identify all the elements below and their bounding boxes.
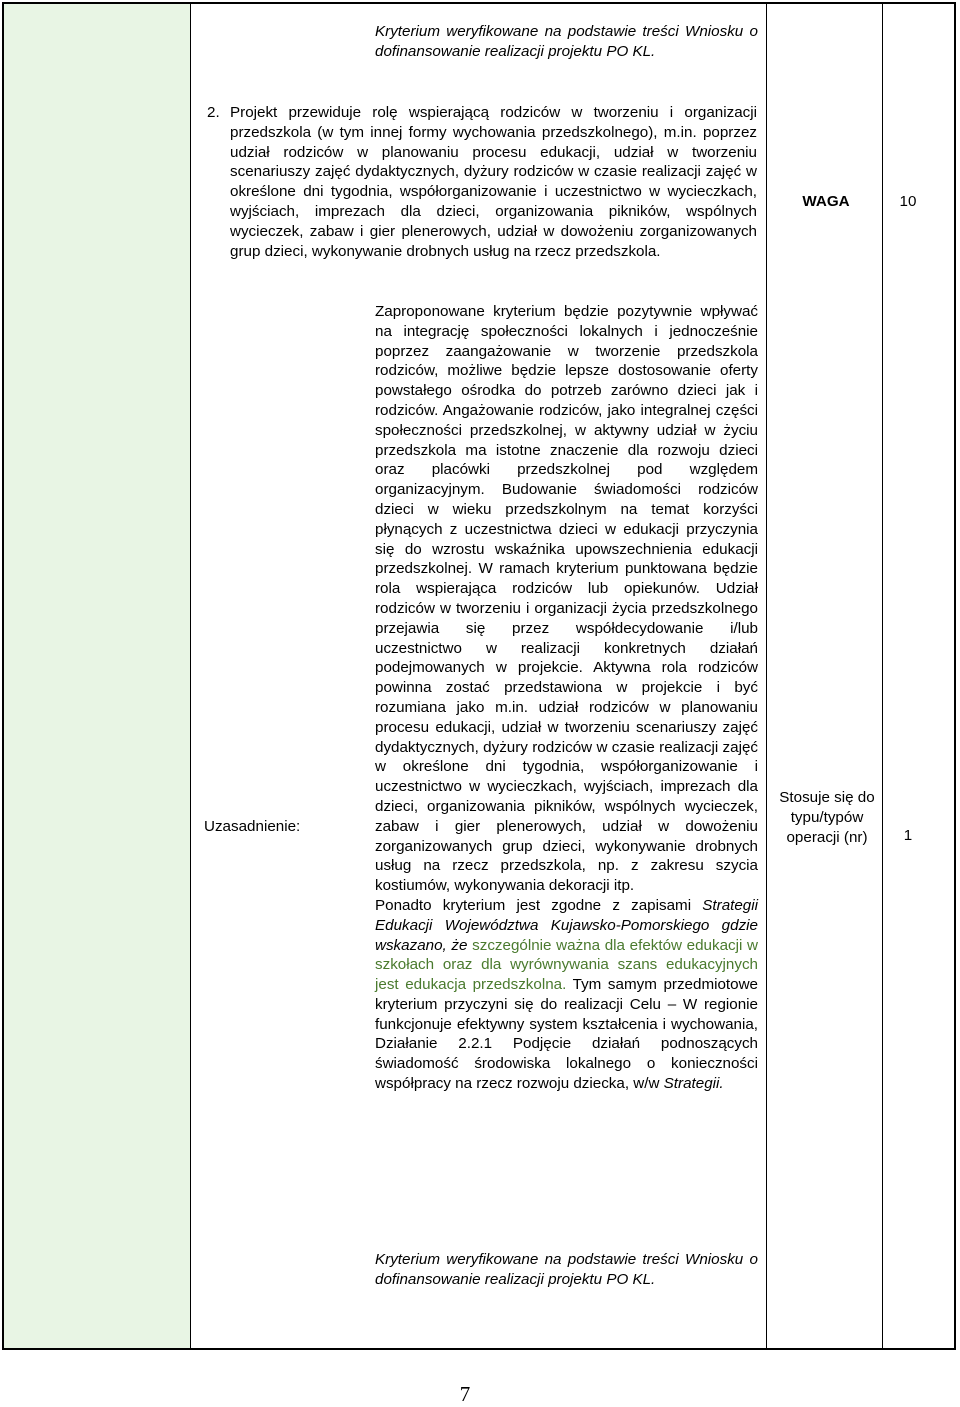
justification-paragraph-1: Zaproponowane kryterium będzie pozytywnie wpływać na integrację społeczności lokalnych i jednocześnie poprzez zaangażowanie w tworzenie przedszkola rodziców, możliwe będzie lepsze dostosowanie oferty powstałego ośrodka do potrzeb zarówno dzieci jak i rodziców. Angażowanie rodziców, jako integralnej części społeczności przedszkolnej, w aktywny udział w życiu przedszkola ma istotne znaczenie dla rozwoju dzieci oraz placówki przedszkolnej pod względem organizacyjnym. Budowanie świadomości rodziców dzieci w wieku przedszkolnym na temat korzyści płynących z uczestnictwa dzieci w edukacji przyczynia się do wzrostu wskaźnika upowszechnienia edukacji przedszkolnej. W ramach kryterium punktowana będzie rola wspierająca rodziców lub opiekunów. Udział rodziców w tworzeniu i organizacji życia przedszkolnego przejawia się przez współdecydowanie i/lub uczestnictwo w realizacji konkretnych działań podejmowanych w projekcie. Aktywna rola rodziców powinna zostać przedstawiona w projekcie i być rozumiana jako m.in. udział rodziców w planowaniu procesu edukacji, udział w tworzeniu scenariuszy zajęć dydaktycznych, dyżury rodziców w czasie realizacji zajęć w określone dni tygodnia, współorganizowanie i uczestnictwo w wycieczkach, wyjściach, imprezach dla dzieci, organizowania pikników, wspólnych wycieczek, zabaw i gier plenerowych, udział w dowożeniu zorganizowanych grup dzieci, wykonywanie drobnych usług na rzecz przedszkola, np. z zakresu szycia kostiumów, wykonywania dekoracji itp. — [375, 303, 758, 895]
justification-p2-start: Ponadto kryterium jest zgodne z zapisami — [375, 896, 703, 914]
column-divider-3 — [766, 2, 767, 1350]
criterion-number: 2. — [207, 104, 220, 121]
justification-label: Uzasadnienie: — [204, 818, 301, 835]
column-divider-1 — [190, 2, 191, 1350]
criterion-item — [207, 103, 757, 261]
justification-p2-rest: Tym samym przedmiotowe kryterium przyczyni się do realizacji Celu – W regionie funkcjonuje efektywny system kształcenia i wychowania, Działanie 2.2.1 Podjęcie działań podnoszących świadomość środowiska lokalnego o konieczności współpracy na rzecz rozwoju dziecka, w/w — [375, 976, 758, 1093]
applies-to-label: Stosuje się do typu/typów operacji (nr) — [779, 789, 875, 846]
criterion-verification-bottom: Kryterium weryfikowane na podstawie treści Wniosku o dofinansowanie realizacji projektu PO KL. — [375, 1251, 758, 1288]
justification-p2-italic: Strategii Edukacji Województwa Kujawsko-Pomorskiego gdzie wskazano, że — [375, 896, 758, 954]
criterion-text: Projekt przewiduje rolę wspierającą rodziców w tworzeniu i organizacji przedszkola (w tym innej formy wychowania przedszkolnego), m.in. poprzez udział rodziców w planowaniu procesu edukacji, udział w tworzeniu scenariuszy zajęć dydaktycznych, dyżury rodziców w czasie realizacji zajęć w określone dni tygodnia, współorganizowanie i uczestnictwo w wycieczkach, wyjściach, imprezach dla dzieci, organizowania pikników, wspólnych wycieczek, zabaw i gier plenerowych, udział w dowożeniu zorganizowanych grup dzieci, wykonywanie drobnych usług na rzecz przedszkola. — [230, 104, 757, 260]
justification-p2-green: szczególnie ważna dla efektów edukacji w szkołach oraz dla wyrównywania szans edukacyjnych jest edukacja przedszkolna. — [375, 936, 759, 994]
criterion-verification-top: Kryterium weryfikowane na podstawie treści Wniosku o dofinansowanie realizacji projektu PO KL. — [375, 23, 758, 60]
justification-text — [375, 302, 758, 1094]
applies-to-value: 1 — [903, 827, 913, 844]
waga-value: 10 — [899, 193, 917, 210]
page-number: 7 — [459, 1382, 471, 1406]
justification-p2-end: Strategii. — [663, 1075, 724, 1093]
column-divider-4 — [882, 2, 883, 1350]
waga-label: WAGA — [802, 193, 850, 210]
